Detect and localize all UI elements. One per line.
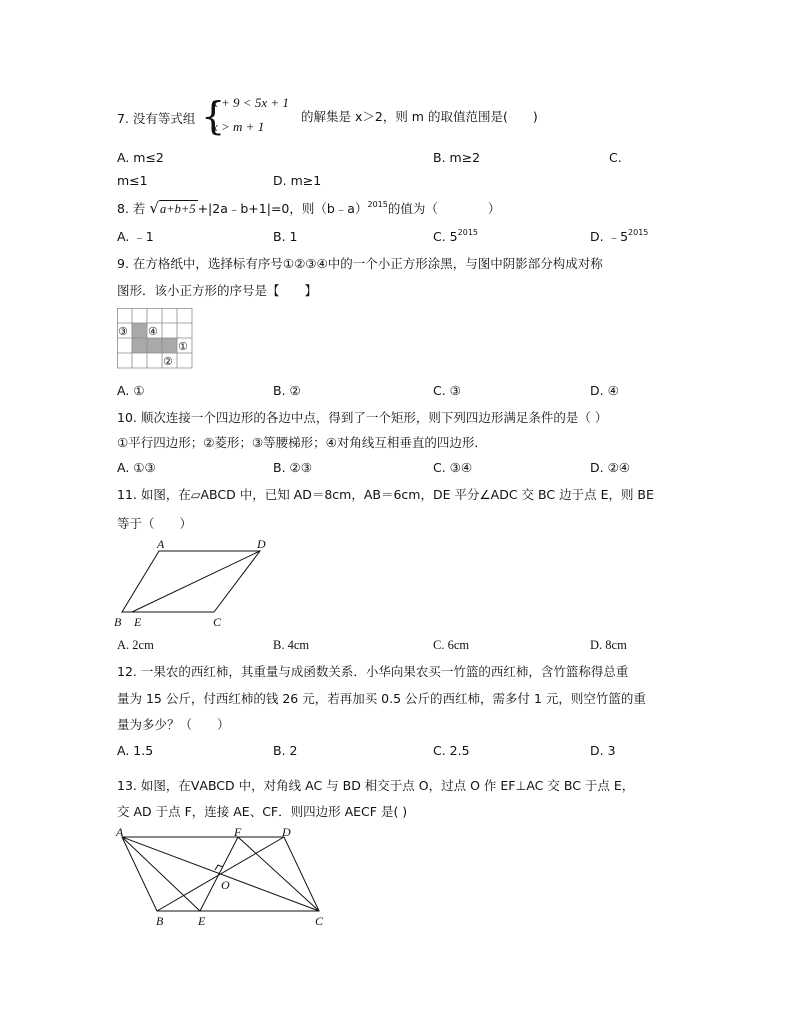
q11-label-c: C [213,615,222,629]
q7-inequality-1: x + 9 < 5x + 1 [212,95,289,110]
q7-option-b[interactable]: B. m≥2 [433,150,481,165]
q11-shape [122,551,260,612]
q8-line [117,200,500,217]
q9-option-a[interactable]: A. ① [117,383,145,398]
q13-label-e: E [198,914,206,928]
q7-brace: { [201,94,226,138]
q10-option-c[interactable]: C. ③④ [433,460,473,475]
q12-line3: 量为多少？（ ） [117,717,230,732]
q13-label-f: F [234,825,242,839]
q10-line1: 10. 顺次连接一个四边形的各边中点，得到了一个矩形，则下列四边形满足条件的是（ ） [117,410,608,425]
q11-label-e: E [134,615,142,629]
q12-option-d[interactable]: D. 3 [590,743,616,758]
segment-cf [238,837,319,911]
q8-option-c-exp: 2015 [457,228,478,237]
q8-option-b[interactable]: B. 1 [273,229,298,244]
q8-option-c[interactable] [433,229,478,245]
q7-option-c-value: m≤1 [117,173,148,188]
q10-option-b[interactable]: B. ②③ [273,460,312,475]
q8-radicand: a+b+5 [159,202,196,216]
q8-option-d[interactable] [590,229,648,245]
q7-option-a[interactable]: A. m≤2 [117,150,164,165]
q11-label-d: D [257,537,266,551]
shaded-cell [162,338,177,353]
q9-cell-label-3: ③ [118,325,128,338]
q13-parallelogram-figure [112,825,332,933]
q10-line2: ①平行四边形；②菱形；③等腰梯形；④对角线互相垂直的四边形． [117,435,487,450]
q8-prefix: 8. 若 [117,201,146,216]
q7-suffix: 的解集是 x＞2，则 m 的取值范围是( ) [301,109,538,124]
q11-label-b: B [114,615,122,629]
q9-option-c[interactable]: C. ③ [433,383,461,398]
q11-option-a[interactable]: A. 2cm [117,638,154,652]
q11-parallelogram-figure [110,537,285,632]
q11-line1: 11. 如图，在▱ABCD 中，已知 AD＝8cm，AB＝6cm，DE 平分∠ADC 交 BC 边于点 E，则 BE [117,487,654,502]
q8-mid: +|2a﹣b+1|=0，则（b﹣a） [197,201,368,216]
segment-de [132,551,260,612]
q10-option-d[interactable]: D. ②④ [590,460,630,475]
shaded-cell [147,338,162,353]
q8-option-a[interactable]: A. ﹣1 [117,229,154,244]
q13-label-a: A [116,825,124,839]
q8-suffix: 的值为（ ） [387,201,501,216]
q13-label-d: D [282,825,291,839]
q8-option-d-base: D. ﹣5 [590,229,629,244]
q8-exponent: 2015 [367,200,388,209]
q11-line2: 等于（ ） [117,516,193,531]
q12-option-a[interactable]: A. 1.5 [117,743,154,758]
q11-option-c[interactable]: C. 6cm [433,638,470,652]
q7-option-d[interactable]: D. m≥1 [273,173,322,188]
q13-label-b: B [156,914,164,928]
q7-option-c[interactable]: C. [609,150,622,165]
q12-line2: 量为 15 公斤，付西红柿的钱 26 元，若再加买 0.5 公斤的西红柿，需多付 1 元，则空竹篮的重 [117,691,646,706]
q10-option-a[interactable]: A. ①③ [117,460,156,475]
parallelogram-abcd [122,551,260,612]
q11-option-b[interactable]: B. 4cm [273,638,310,652]
radical-sign-icon: √ [149,199,159,217]
diagonal-bd [157,837,284,911]
q9-line2: 图形．该小正方形的序号是【 】 [117,283,318,298]
q8-option-c-base: C. 5 [433,229,458,244]
q13-line2: 交 AD 于点 F，连接 AE、CF．则四边形 AECF 是( ) [117,804,408,819]
shaded-cell [132,323,147,338]
q9-cell-label-4: ④ [148,325,158,338]
q7-prefix: 7. 没有等式组 [117,111,196,126]
q9-grid-lines [117,308,192,368]
q7-inequality-2: x > m + 1 [212,119,265,134]
q8-option-d-exp: 2015 [628,228,649,237]
q12-option-b[interactable]: B. 2 [273,743,298,758]
segment-ae [122,837,200,911]
q13-label-c: C [315,914,324,928]
q13-line1: 13. 如图，在ⅤABCD 中，对角线 AC 与 BD 相交于点 O，过点 O 作 EF⊥AC 交 BC 于点 E， [117,778,635,793]
q13-label-o: O [221,878,230,892]
shaded-cell [132,338,147,353]
q12-line1: 12. 一果农的西红柿，其重量与成函数关系．小华向果农买一竹篮的西红柿，含竹篮称得总重 [117,664,629,679]
q12-option-c[interactable]: C. 2.5 [433,743,470,758]
segment-ef [200,837,238,911]
q11-label-a: A [157,537,165,551]
q9-grid-figure [117,308,193,370]
q9-line1: 9. 在方格纸中，选择标有序号①②③④中的一个小正方形涂黑，与图中阴影部分构成对称 [117,256,603,271]
q9-cell-label-1: ① [178,340,188,353]
q9-option-d[interactable]: D. ④ [590,383,619,398]
q13-shape [122,837,319,911]
q9-cell-label-2: ② [163,355,173,368]
q9-option-b[interactable]: B. ② [273,383,301,398]
q11-option-d[interactable]: D. 8cm [590,638,627,652]
